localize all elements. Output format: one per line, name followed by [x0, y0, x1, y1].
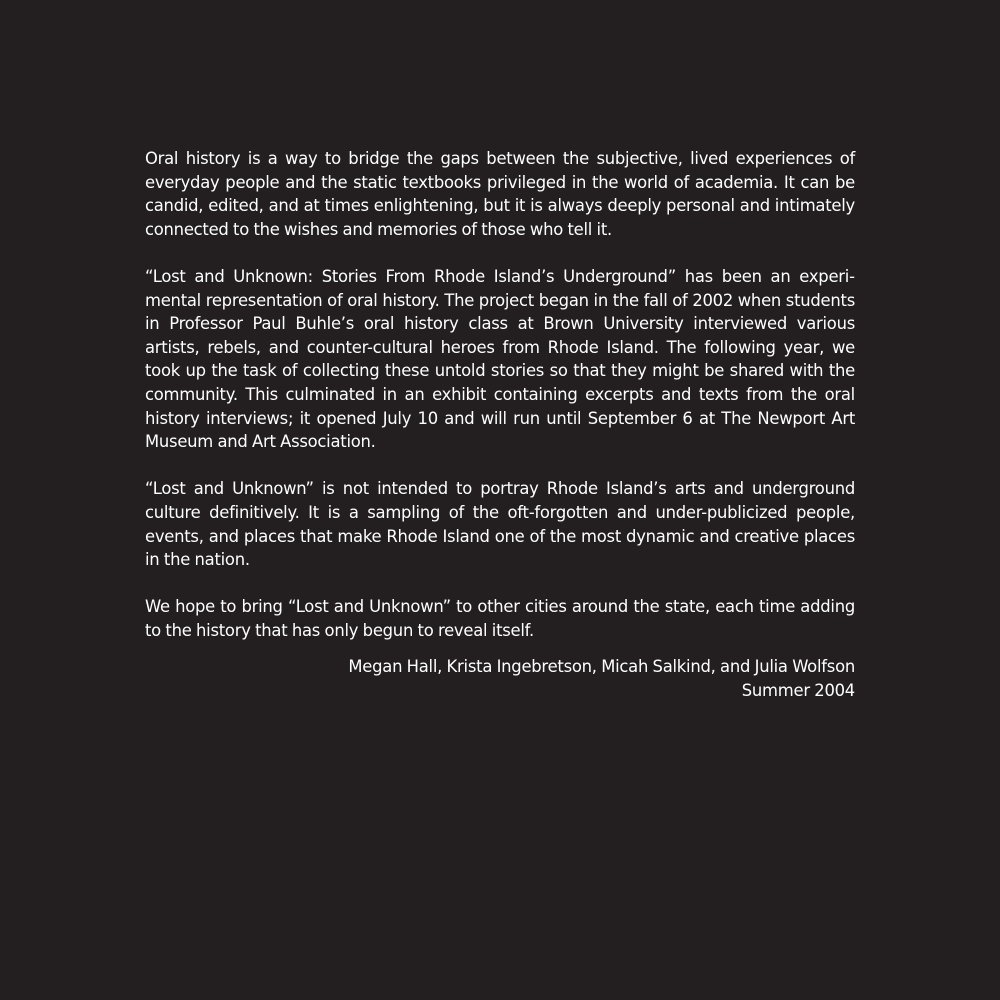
paragraph-hope: We hope to bring “Lost and Unknown” to other cities around the state, each time adding to the history that has only begun to reveal itself.	[145, 597, 855, 640]
paragraph-oral-history: Oral history is a way to bridge the gaps between the subjective, lived experiences of everyday people and the static textbooks privileged in the world of academia. It can be candid, edited, and at times enlightening, but it is always deeply personal and intimately connected to the wishes and memories of those who tell it.	[145, 149, 855, 239]
paragraph-scope: “Lost and Unknown” is not intended to portray Rhode Island’s arts and underground culture definitively. It is a sampling of the oft-forgotten and under-publicized people, events, and places that make Rhode Island one of the most dynamic and creative places in the nation.	[145, 479, 855, 570]
signature-authors: Megan Hall, Krista Ingebretson, Micah Salkind, and Julia Wolfson	[348, 657, 855, 677]
signature-block	[145, 655, 855, 702]
introduction-text	[145, 147, 855, 703]
signature-date: Summer 2004	[741, 681, 855, 701]
paragraph-project-description: “Lost and Unknown: Stories From Rhode Island’s Underground” has been an experimental representation of oral history. The project began in the fall of 2002 when students in Professor Paul Buhle’s oral history class at Brown University interviewed various artists, rebels, and counter-cultural heroes from Rhode Island. The following year, we took up the task of collecting these untold stories so that they might be shared with the community. This culminated in an exhibit containing excerpts and texts from the oral history interviews; it opened July 10 and will run until September 6 at The Newport Art Museum and Art Association.	[145, 266, 855, 452]
